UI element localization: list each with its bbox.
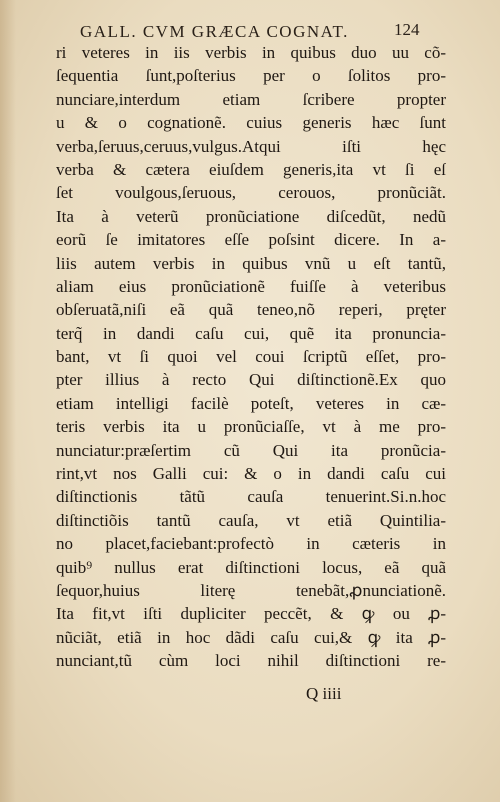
text-line: nũciãt, etiã in hoc dãdi caſu cui,& ꝙ ita ꝓ-	[56, 627, 446, 647]
text-line: u & o cognationẽ. cuius generis hæc ſunt	[56, 113, 446, 133]
text-line: etiam intelligi facilè poteſt, veteres in cæ-	[56, 393, 446, 413]
text-line: ri veteres in iis verbis in quibus duo uu cõ-	[56, 43, 446, 62]
body-text	[56, 41, 446, 673]
text-line: teris verbis ita u pronũciaſſe, vt à me pro-	[56, 417, 446, 437]
text-line: diſtinctiõis tantũ cauſa, vt etiã Quintilia-	[56, 510, 446, 530]
text-line: pter illius à recto Qui diſtinctionẽ.Ex quo	[56, 370, 446, 390]
text-line: Ita à veterũ pronũciatione diſcedũt, nedũ	[56, 206, 446, 226]
catchword-signature: Q iiii	[306, 684, 342, 703]
running-title: GALL. CVM GRÆCA COGNAT.	[80, 22, 349, 41]
text-line: liis autem verbis in quibus vnũ u eſt tantũ,	[56, 253, 446, 273]
text-line: no placet,faciebant:profectò in cæteris in	[56, 534, 446, 554]
page-number: 124	[394, 20, 420, 39]
text-line: rint,vt nos Galli cui: & o in dandi caſu cui	[56, 464, 446, 484]
text-line: bant, vt ſi quoi vel coui ſcriptũ eſſet, pro-	[56, 347, 446, 367]
text-line: quib⁹ nullus erat diſtinctioni locus, eã quã	[56, 557, 446, 577]
text-line: Ita fit,vt iſti dupliciter peccẽt, & ꝙ ou ꝓ-	[56, 604, 446, 624]
text-line: verba & cætera eiuſdem generis,ita vt ſi eſ	[56, 159, 446, 179]
text-line: nunciare,interdum etiam ſcribere propter	[56, 89, 446, 109]
page-edge-shadow	[0, 0, 16, 802]
text-line: eorũ ſe imitatores eſſe poſsint dicere. In a-	[56, 230, 446, 250]
text-line: nunciant,tũ cùm loci nihil diſtinctioni re-	[56, 651, 446, 671]
text-line: verba,ſeruus,ceruus,vulgus.Atqui iſti hęc	[56, 136, 446, 156]
text-line: aliam eius pronũciationẽ fuiſſe à veteribus	[56, 276, 446, 296]
text-line: nunciatur:præſertim cũ Qui ita pronũcia-	[56, 440, 446, 460]
text-line: obſeruatã,niſi eã quã teneo,nõ reperi, pręter	[56, 300, 446, 320]
text-line: ſet voulgous,ſeruous, cerouos, pronũciãt.	[56, 183, 446, 203]
text-line: diſtinctionis tãtũ cauſa tenuerint.Si.n.hoc	[56, 487, 446, 507]
text-line: ſequor,huius literę tenebãt,ꝓnunciationẽ.	[56, 580, 446, 600]
text-line: terq̃ in dandi caſu cui, quẽ ita pronuncia-	[56, 323, 446, 343]
text-line: ſequentia ſunt,poſterius per o ſolitos pro-	[56, 66, 446, 86]
